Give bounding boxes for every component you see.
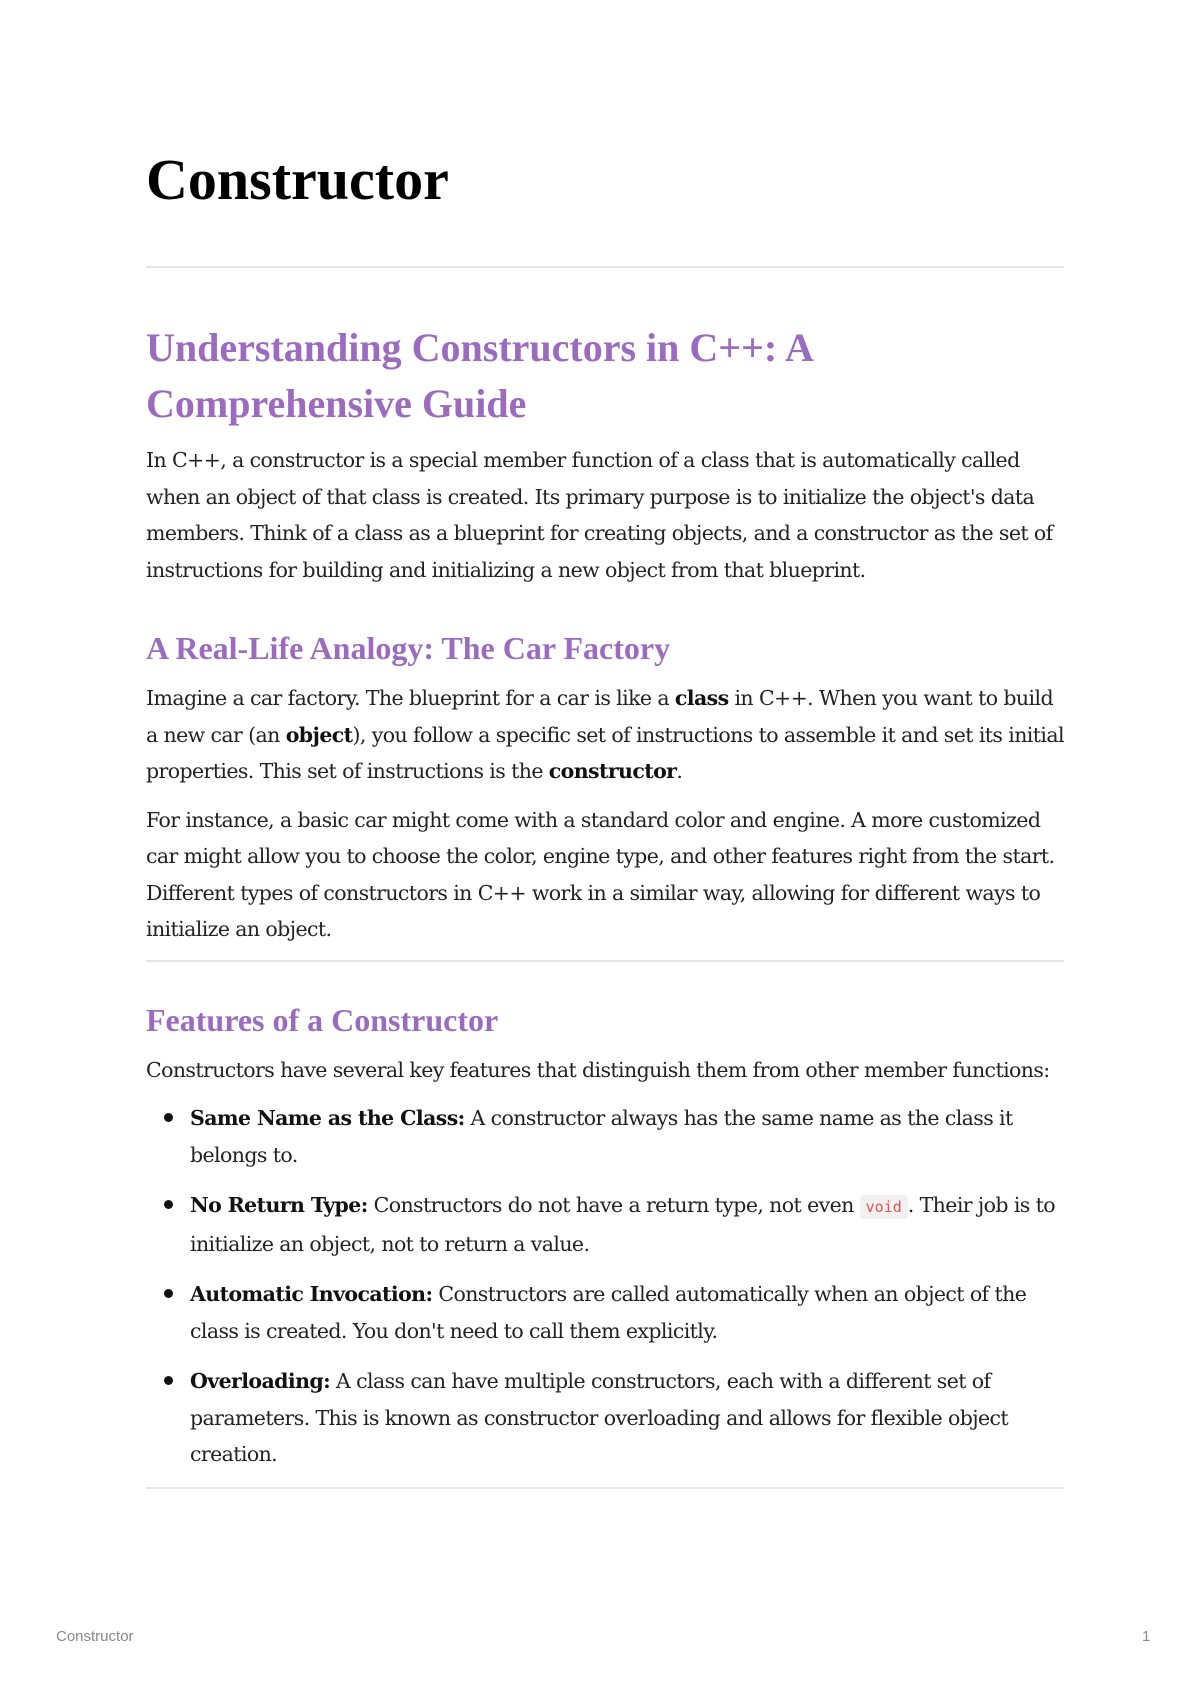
document-page [146,140,1064,1489]
analogy-heading: A Real-Life Analogy: The Car Factory [146,630,671,666]
features-section [146,998,1064,1489]
title-divider [146,266,1064,268]
section-title: Understanding Constructors in C++: A Comprehensive Guide [146,325,812,426]
feature-text: A constructor always has the same name as the class it belongs to. [190,1106,1013,1167]
bullet-icon [164,1113,173,1122]
inline-code: void [860,1195,908,1219]
features-list [146,1100,1064,1473]
bullet-icon [164,1200,173,1209]
feature-text: A class can have multiple constructors, each with a different set of parameters. This is known as constructor overloading and allows for flexible object creation. [190,1369,1009,1466]
intro-paragraph: In C++, a constructor is a special member function of a class that is automatically called when an object of that class is created. Its primary purpose is to initialize the object's data members. Think of a class as a blueprint for creating objects, and a constructor as the set of instructions for building and initializing a new object from that blueprint. [146,448,1053,582]
features-intro: Constructors have several key features that distinguish them from other member functions: [146,1057,1050,1082]
feature-text: . Their job is to initialize an object, not to return a value. [190,1193,1056,1256]
feature-label: Same Name as the Class: [190,1106,465,1130]
bullet-icon [164,1376,173,1385]
feature-text: Constructors are called automatically when an object of the class is created. You don't need to call them explicitly. [190,1282,1027,1343]
feature-label: Automatic Invocation: [190,1282,433,1306]
analogy-divider [146,960,1064,962]
features-divider [146,1487,1064,1489]
analogy-text-2: in C++. When you want to build a new car (an [146,686,1053,747]
analogy-bold-class: class [674,686,729,710]
list-item [190,1187,1064,1262]
feature-text: Constructors do not have a return type, not even [367,1193,860,1217]
list-item [190,1363,1064,1473]
analogy-bold-constructor: constructor [548,759,677,783]
features-heading: Features of a Constructor [146,1001,499,1038]
feature-label: Overloading: [190,1369,331,1393]
list-item [190,1276,1064,1349]
analogy-text-3: ), you follow a specific set of instructions to assemble it and set its initial properties. This set of instructions is the [146,722,1064,783]
analogy-text-4: . [676,759,683,783]
analogy-paragraph-1 [146,680,1064,790]
analogy-paragraph-2: For instance, a basic car might come with a standard color and engine. A more customized car might allow you to choose the color, engine type, and other features right from the start. Different types of constructors in C++ work in a similar way, allowing for different ways to initialize an object. [146,807,1055,941]
analogy-text-1: Imagine a car factory. The blueprint for a car is like a [146,686,675,710]
analogy-bold-object: object [285,722,353,747]
footer-title: Constructor [56,1628,134,1645]
list-item [190,1100,1064,1173]
bullet-icon [164,1289,173,1298]
page-number: 1 [1142,1628,1151,1645]
feature-label: No Return Type: [190,1193,368,1217]
page-title: Constructor [146,147,449,212]
